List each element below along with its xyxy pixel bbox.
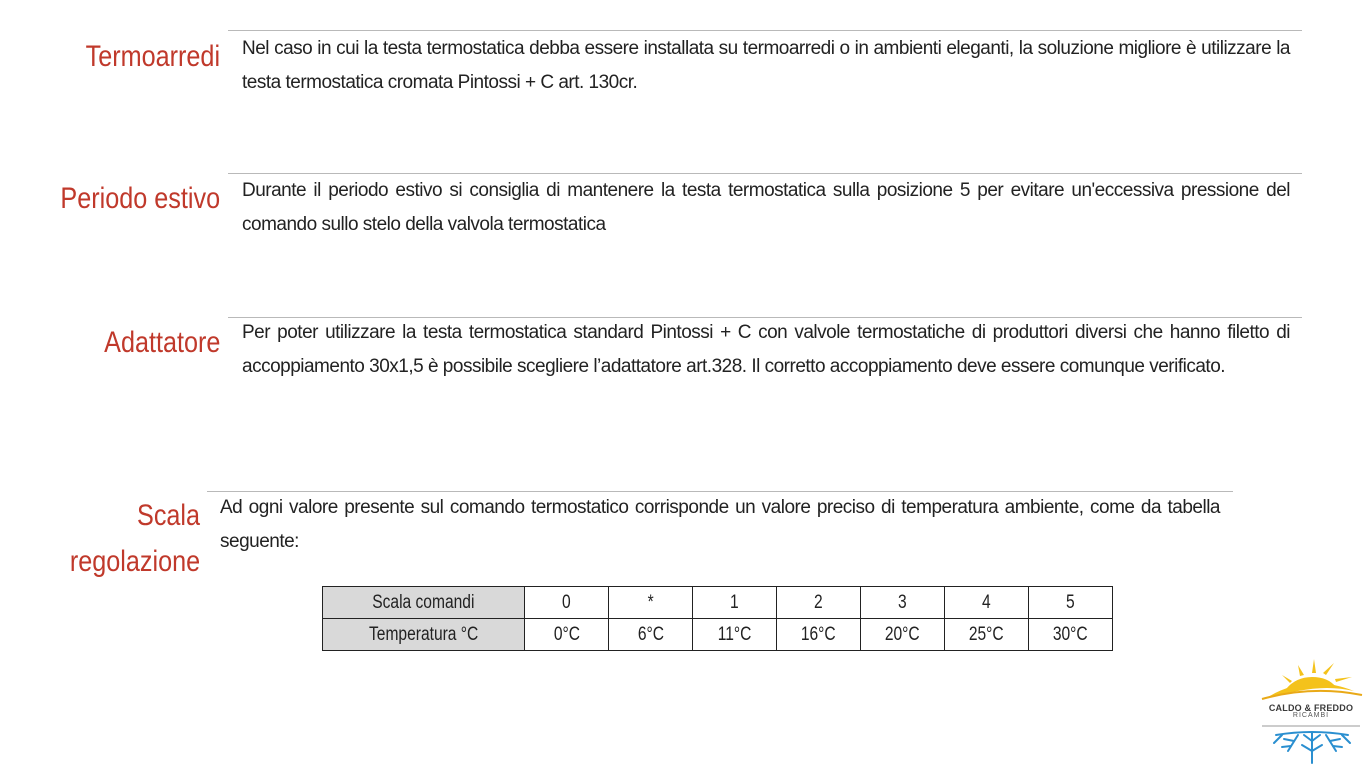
table-cell: 3	[861, 587, 945, 619]
table-header-cell: Scala comandi	[323, 587, 525, 619]
table-header-cell: Temperatura °C	[323, 619, 525, 651]
table-cell: 0°C	[525, 619, 609, 651]
table-cell: 5	[1029, 587, 1113, 619]
table-cell: 30°C	[1029, 619, 1113, 651]
snowflake-icon	[1258, 723, 1364, 767]
logo-name: CALDO & FREDDO	[1268, 703, 1354, 713]
table-cell: 25°C	[945, 619, 1029, 651]
sun-icon	[1258, 655, 1364, 703]
section-text-scala-regolazione: Ad ogni valore presente sul comando termostatico corrisponde un valore preciso di temperatura ambiente, come da tabella seguente:	[220, 497, 1220, 552]
section-text-periodo-estivo: Durante il periodo estivo si consiglia di mantenere la testa termostatica sulla posizione 5 per evitare un'eccessiva pressione del comando sullo stelo della valvola termostatica	[242, 180, 1290, 235]
section-label-adattatore: Adattatore	[103, 326, 220, 359]
table-row	[323, 587, 1113, 619]
section-divider	[228, 30, 1302, 31]
section-text-adattatore: Per poter utilizzare la testa termostatica standard Pintossi + C con valvole termostatiche di produttori diversi che hanno filetto di accoppiamento 30x1,5 è possibile scegliere l’adattatore art.328. Il corretto accoppiamento deve essere comunque verificato.	[242, 322, 1290, 377]
section-label-termoarredi: Termoarredi	[85, 40, 220, 73]
table-cell: 11°C	[693, 619, 777, 651]
table-cell: 16°C	[777, 619, 861, 651]
section-label-regolazione: regolazione	[69, 545, 200, 578]
company-logo	[1258, 655, 1364, 767]
table-cell: 6°C	[609, 619, 693, 651]
logo-subtitle: RICAMBI	[1292, 712, 1330, 719]
table-cell: 2	[777, 587, 861, 619]
section-label-scala: Scala	[136, 499, 200, 532]
section-label-periodo-estivo: Periodo estivo	[60, 182, 220, 215]
table-cell: *	[609, 587, 693, 619]
table-cell: 4	[945, 587, 1029, 619]
temperature-scale-table	[322, 586, 1113, 651]
section-text-termoarredi: Nel caso in cui la testa termostatica debba essere installata su termoarredi o in ambienti eleganti, la soluzione migliore è utilizzare la testa termostatica cromata Pintossi + C art. 130cr.	[242, 38, 1290, 93]
table-cell: 1	[693, 587, 777, 619]
table-row	[323, 619, 1113, 651]
table-cell: 20°C	[861, 619, 945, 651]
table-cell: 0	[525, 587, 609, 619]
